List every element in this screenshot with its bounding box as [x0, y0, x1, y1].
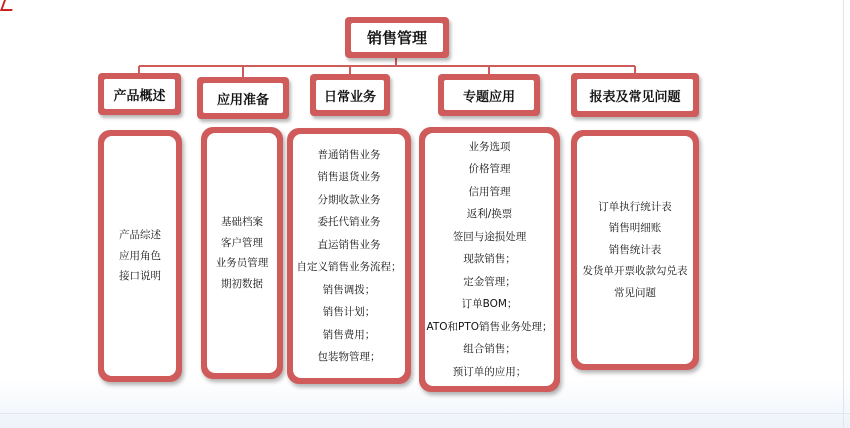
list-item: 常见问题 [614, 286, 656, 299]
category-node-special-topics [438, 74, 540, 116]
panel-body [207, 133, 277, 373]
category-label: 日常业务 [316, 80, 384, 110]
panel-product-overview [98, 130, 182, 382]
list-item: 返利/换票 [466, 208, 513, 221]
list-item: ATO和PTO销售业务处理； [426, 320, 553, 333]
list-item: 直运销售业务 [317, 238, 381, 251]
list-item: 定金管理； [463, 275, 516, 288]
list-item: 签回与途损处理 [452, 230, 527, 243]
list-item: 期初数据 [221, 277, 263, 290]
category-label: 产品概述 [104, 79, 175, 109]
category-node-reports-faq [571, 73, 699, 117]
panel-daily-business [287, 128, 411, 384]
list-item: 销售统计表 [608, 243, 662, 256]
panel-body [577, 136, 693, 364]
list-item: 普通销售业务 [317, 148, 381, 161]
category-label: 专题应用 [444, 80, 534, 110]
category-label: 应用准备 [203, 83, 283, 113]
category-node-product-overview [98, 73, 181, 115]
panel-special-topics [419, 127, 560, 392]
category-node-daily-business [310, 74, 390, 116]
list-item: 销售退货业务 [317, 171, 381, 183]
list-item: 销售明细账 [608, 222, 662, 235]
list-item: 信用管理 [468, 185, 511, 198]
panel-body [293, 134, 405, 378]
list-item: 销售调拨； [322, 283, 376, 296]
list-item: 自定义销售业务流程； [296, 261, 402, 273]
panel-body [425, 133, 554, 386]
list-item: 接口说明 [119, 270, 161, 283]
list-item: 现款销售； [463, 253, 516, 266]
list-item: 组合销售； [463, 343, 516, 356]
panel-app-prep [201, 127, 283, 379]
list-item: 业务选项 [468, 140, 511, 153]
list-item: 分期收款业务 [317, 193, 381, 206]
list-item: 订单BOM； [461, 298, 518, 311]
category-node-app-prep [197, 77, 289, 119]
root-label: 销售管理 [351, 23, 443, 52]
list-item: 订单执行统计表 [598, 200, 672, 213]
list-item: 包装物管理； [317, 351, 381, 363]
list-item: 应用角色 [119, 249, 161, 262]
list-item: 销售计划； [322, 306, 376, 318]
list-item: 产品综述 [119, 229, 161, 242]
list-item: 发货单开票收款勾兑表 [582, 265, 688, 278]
category-label: 报表及常见问题 [577, 79, 693, 111]
list-item: 委托代销业务 [317, 216, 381, 228]
panel-reports-faq [571, 130, 699, 370]
list-item: 价格管理 [468, 163, 511, 176]
list-item: 业务员管理 [215, 257, 269, 269]
panel-body [104, 136, 176, 376]
root-node [345, 17, 449, 58]
list-item: 客户管理 [221, 236, 263, 249]
list-item: 基础档案 [221, 216, 263, 228]
list-item: 销售费用； [322, 328, 376, 341]
list-item: 预订单的应用； [452, 365, 527, 378]
